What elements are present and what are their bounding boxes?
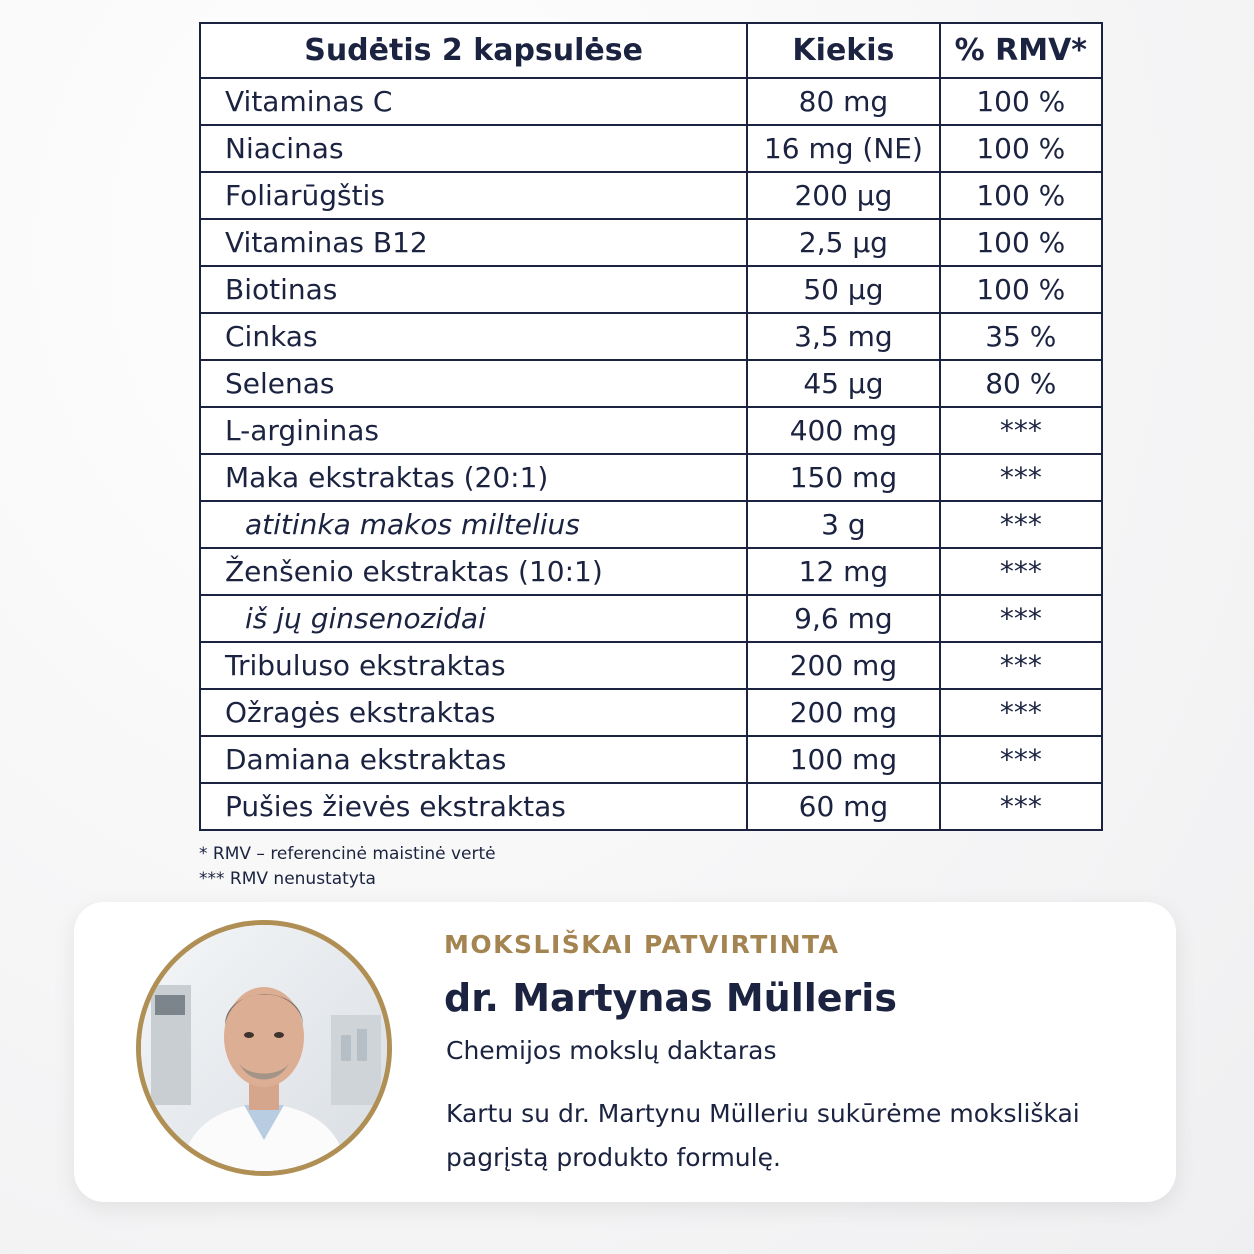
ingredient-rmv: 100 %: [940, 78, 1102, 125]
ingredient-name: L-argininas: [200, 407, 747, 454]
ingredient-amount: 50 µg: [747, 266, 939, 313]
ingredient-rmv: ***: [940, 595, 1102, 642]
header-rmv: % RMV*: [940, 23, 1102, 78]
ingredient-name: Niacinas: [200, 125, 747, 172]
footnote-not-set: *** RMV nenustatyta: [199, 869, 376, 889]
ingredient-name: Vitaminas B12: [200, 219, 747, 266]
ingredient-rmv: 100 %: [940, 172, 1102, 219]
expert-statement: Kartu su dr. Martynu Mülleriu sukūrėme moksliškai pagrįstą produkto formulę.: [446, 1099, 1080, 1172]
ingredient-amount: 80 mg: [747, 78, 939, 125]
ingredient-rmv: 100 %: [940, 125, 1102, 172]
ingredient-rmv: ***: [940, 689, 1102, 736]
ingredient-amount: 3 g: [747, 501, 939, 548]
table-row: [200, 360, 1102, 407]
ingredient-amount: 400 mg: [747, 407, 939, 454]
ingredient-name: iš jų ginsenozidai: [200, 595, 747, 642]
table-row: [200, 736, 1102, 783]
composition-table: [199, 22, 1103, 831]
ingredient-amount: 2,5 µg: [747, 219, 939, 266]
ingredient-name: Foliarūgštis: [200, 172, 747, 219]
ingredient-amount: 200 µg: [747, 172, 939, 219]
table-row: [200, 266, 1102, 313]
table-row: [200, 595, 1102, 642]
ingredient-rmv: ***: [940, 783, 1102, 830]
ingredient-name: Ženšenio ekstraktas (10:1): [200, 548, 747, 595]
ingredient-name: Selenas: [200, 360, 747, 407]
table-row: [200, 219, 1102, 266]
ingredient-name: Damiana ekstraktas: [200, 736, 747, 783]
scientist-portrait-image: [141, 925, 387, 1171]
ingredient-rmv: 35 %: [940, 313, 1102, 360]
ingredient-amount: 200 mg: [747, 642, 939, 689]
ingredient-name: Pušies žievės ekstraktas: [200, 783, 747, 830]
ingredient-amount: 200 mg: [747, 689, 939, 736]
table-header-row: [200, 23, 1102, 78]
ingredient-amount: 16 mg (NE): [747, 125, 939, 172]
table-row: [200, 172, 1102, 219]
table-row: [200, 454, 1102, 501]
ingredient-amount: 45 µg: [747, 360, 939, 407]
verified-label: MOKSLIŠKAI PATVIRTINTA: [444, 930, 840, 959]
ingredient-amount: 150 mg: [747, 454, 939, 501]
table-row: [200, 78, 1102, 125]
ingredient-name: Cinkas: [200, 313, 747, 360]
ingredient-rmv: 100 %: [940, 219, 1102, 266]
ingredient-amount: 3,5 mg: [747, 313, 939, 360]
footnotes: [199, 842, 496, 892]
ingredient-name: Ožragės ekstraktas: [200, 689, 747, 736]
table-row: [200, 642, 1102, 689]
ingredient-rmv: 80 %: [940, 360, 1102, 407]
expert-name: dr. Martynas Mülleris: [444, 976, 897, 1020]
expert-photo: [136, 920, 392, 1176]
table-row: [200, 313, 1102, 360]
ingredient-rmv: 100 %: [940, 266, 1102, 313]
table-row: [200, 501, 1102, 548]
ingredient-rmv: ***: [940, 736, 1102, 783]
ingredient-amount: 12 mg: [747, 548, 939, 595]
table-row: [200, 783, 1102, 830]
header-composition: Sudėtis 2 kapsulėse: [200, 23, 747, 78]
ingredient-amount: 100 mg: [747, 736, 939, 783]
table-row: [200, 689, 1102, 736]
ingredient-rmv: ***: [940, 407, 1102, 454]
ingredient-amount: 60 mg: [747, 783, 939, 830]
expert-title: Chemijos mokslų daktaras: [446, 1036, 777, 1065]
footnote-rmv: * RMV – referencinė maistinė vertė: [199, 844, 496, 864]
table-row: [200, 548, 1102, 595]
table-row: [200, 125, 1102, 172]
ingredient-name: Maka ekstraktas (20:1): [200, 454, 747, 501]
ingredient-rmv: ***: [940, 454, 1102, 501]
table-row: [200, 407, 1102, 454]
ingredient-name: atitinka makos miltelius: [200, 501, 747, 548]
expert-card: [74, 902, 1176, 1202]
ingredient-rmv: ***: [940, 548, 1102, 595]
ingredient-amount: 9,6 mg: [747, 595, 939, 642]
ingredient-name: Biotinas: [200, 266, 747, 313]
table-body: [200, 78, 1102, 830]
header-amount: Kiekis: [747, 23, 939, 78]
ingredient-rmv: ***: [940, 501, 1102, 548]
ingredient-name: Tribuluso ekstraktas: [200, 642, 747, 689]
ingredient-name: Vitaminas C: [200, 78, 747, 125]
ingredient-rmv: ***: [940, 642, 1102, 689]
